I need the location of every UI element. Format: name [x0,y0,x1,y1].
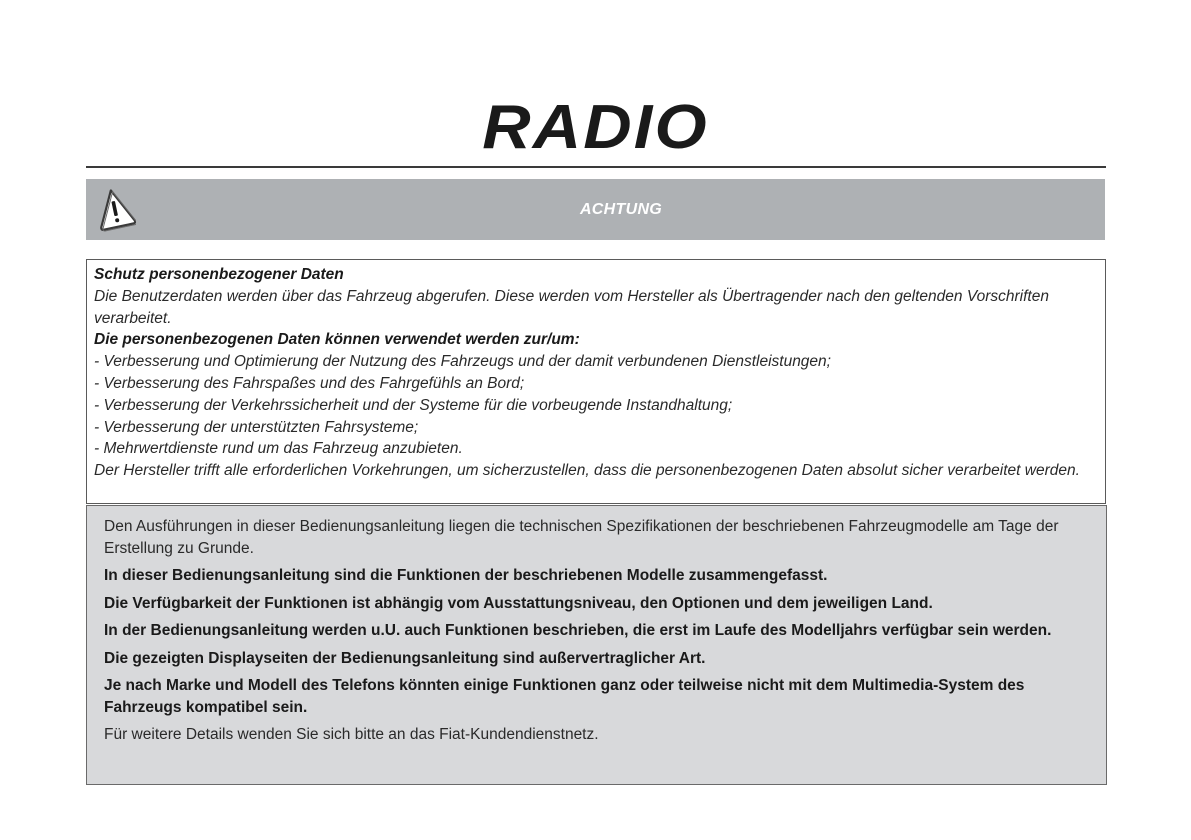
warning-header [86,179,1105,240]
info-paragraph: Den Ausführungen in dieser Bedienungsanleitung liegen die technischen Spezifikationen der beschriebenen Fahrzeugmodelle am Tage der Erstellung zu Grunde. [104,518,1059,557]
list-item: - Mehrwertdienste rund um das Fahrzeug anzubieten. [94,440,463,458]
info-paragraph: Je nach Marke und Modell des Telefons könnten einige Funktionen ganz oder teilweise nicht mit dem Multimedia-System des Fahrzeugs kompatibel sein. [104,677,1025,716]
privacy-closing: Der Hersteller trifft alle erforderlichen Vorkehrungen, um sicherzustellen, dass die personenbezogenen Daten absolut sicher verarbeitet werden. [94,462,1080,480]
warning-label: ACHTUNG [579,201,663,218]
title-divider [86,166,1106,168]
list-item: - Verbesserung der Verkehrssicherheit und der Systeme für die vorbeugende Instandhaltung; [94,396,733,414]
info-paragraph: Für weitere Details wenden Sie sich bitte an das Fiat-Kundendienstnetz. [104,726,599,743]
usage-heading: Die personenbezogenen Daten können verwendet werden zur/um: [94,331,580,349]
list-item: - Verbesserung des Fahrspaßes und des Fahrgefühls an Bord; [94,374,525,392]
info-paragraph: Die Verfügbarkeit der Funktionen ist abhängig vom Ausstattungsniveau, den Optionen und dem jeweiligen Land. [104,594,933,612]
info-paragraph: Die gezeigten Displayseiten der Bedienungsanleitung sind außervertraglicher Art. [104,649,706,667]
privacy-intro: Die Benutzerdaten werden über das Fahrzeug abgerufen. Diese werden vom Hersteller als Übertragender nach den geltenden Vorschriften verarbeitet. [94,287,1049,327]
privacy-heading: Schutz personenbezogener Daten [94,266,344,283]
page-title: RADIO [482,93,709,162]
list-item: - Verbesserung und Optimierung der Nutzung des Fahrzeugs und der damit verbundenen Dienstleistungen; [94,353,831,371]
privacy-warning-box [86,259,1106,504]
info-paragraph: In der Bedienungsanleitung werden u.U. auch Funktionen beschrieben, die erst im Laufe des Modelljahrs verfügbar sein werden. [104,622,1052,639]
manual-info-box [86,505,1107,785]
info-paragraph: In dieser Bedienungsanleitung sind die Funktionen der beschriebenen Modelle zusammengefasst. [104,567,828,584]
list-item: - Verbesserung der unterstützten Fahrsysteme; [94,418,419,436]
